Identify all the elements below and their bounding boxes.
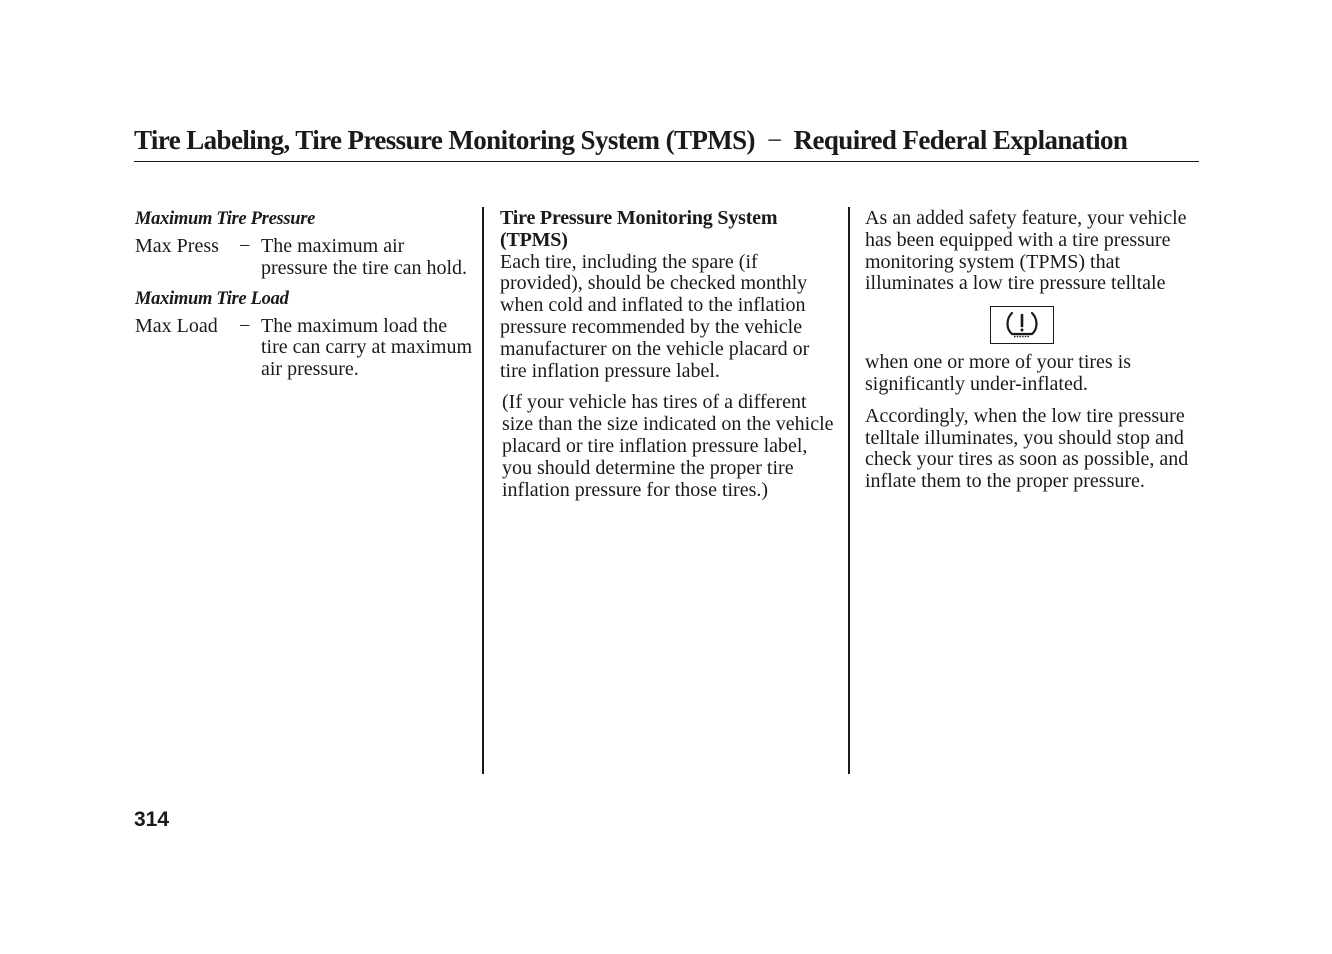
title-underline: [134, 161, 1199, 162]
tpms-paragraph-1: Each tire, including the spare (if provided), should be checked monthly when cold and inflated to the inflation pressure recommended by the vehicle manufacturer on the vehicle placard or tire inflation pressure label.: [500, 250, 810, 382]
max-pressure-description: The maximum air pressure the tire can hold.: [261, 235, 468, 279]
max-pressure-heading: Maximum Tire Pressure: [135, 209, 316, 229]
low-tire-pressure-icon: [1002, 309, 1042, 341]
column-tpms-telltale: [865, 208, 1205, 493]
max-pressure-dash: −: [239, 235, 251, 257]
page-title: [134, 122, 1199, 158]
page-title-left: Tire Labeling, Tire Pressure Monitoring System (TPMS): [134, 125, 755, 155]
max-pressure-term-cell: [135, 235, 251, 280]
max-load-term: Max Load: [135, 314, 218, 337]
telltale-paragraph-2: when one or more of your tires is significantly under-inflated.: [865, 351, 1132, 395]
column-divider-left: [482, 207, 484, 774]
tpms-heading: Tire Pressure Monitoring System (TPMS): [500, 207, 778, 251]
max-load-term-cell: [135, 314, 251, 381]
max-load-dash: −: [239, 314, 251, 337]
telltale-paragraph-3: Accordingly, when the low tire pressure telltale illuminates, you should stop and check your tires as soon as possible, and inflate them to the proper pressure.: [865, 404, 1189, 493]
max-pressure-term: Max Press: [135, 235, 219, 257]
column-definitions: [135, 208, 475, 387]
page-title-right: Required Federal Explanation: [793, 125, 1128, 155]
column-tpms-intro: [500, 208, 840, 501]
max-load-description: The maximum load the tire can carry at maximum air pressure.: [261, 314, 473, 381]
tpms-paragraph-2: (If your vehicle has tires of a different size than the size indicated on the vehicle placard or tire inflation pressure label, you should determine the proper tire inflation pressure for those tires.): [502, 391, 834, 501]
column-divider-right: [848, 207, 850, 774]
max-pressure-definition: [135, 236, 475, 280]
max-load-heading: Maximum Tire Load: [135, 288, 289, 309]
telltale-paragraph-1: As an added safety feature, your vehicle has been equipped with a tire pressure monitoring system (TPMS) that illuminates a low tire pressure telltale: [865, 207, 1187, 295]
title-dash: −: [766, 125, 782, 155]
page-number: 314: [134, 808, 170, 831]
max-load-definition: [135, 316, 475, 381]
telltale-icon-box: [990, 306, 1054, 344]
